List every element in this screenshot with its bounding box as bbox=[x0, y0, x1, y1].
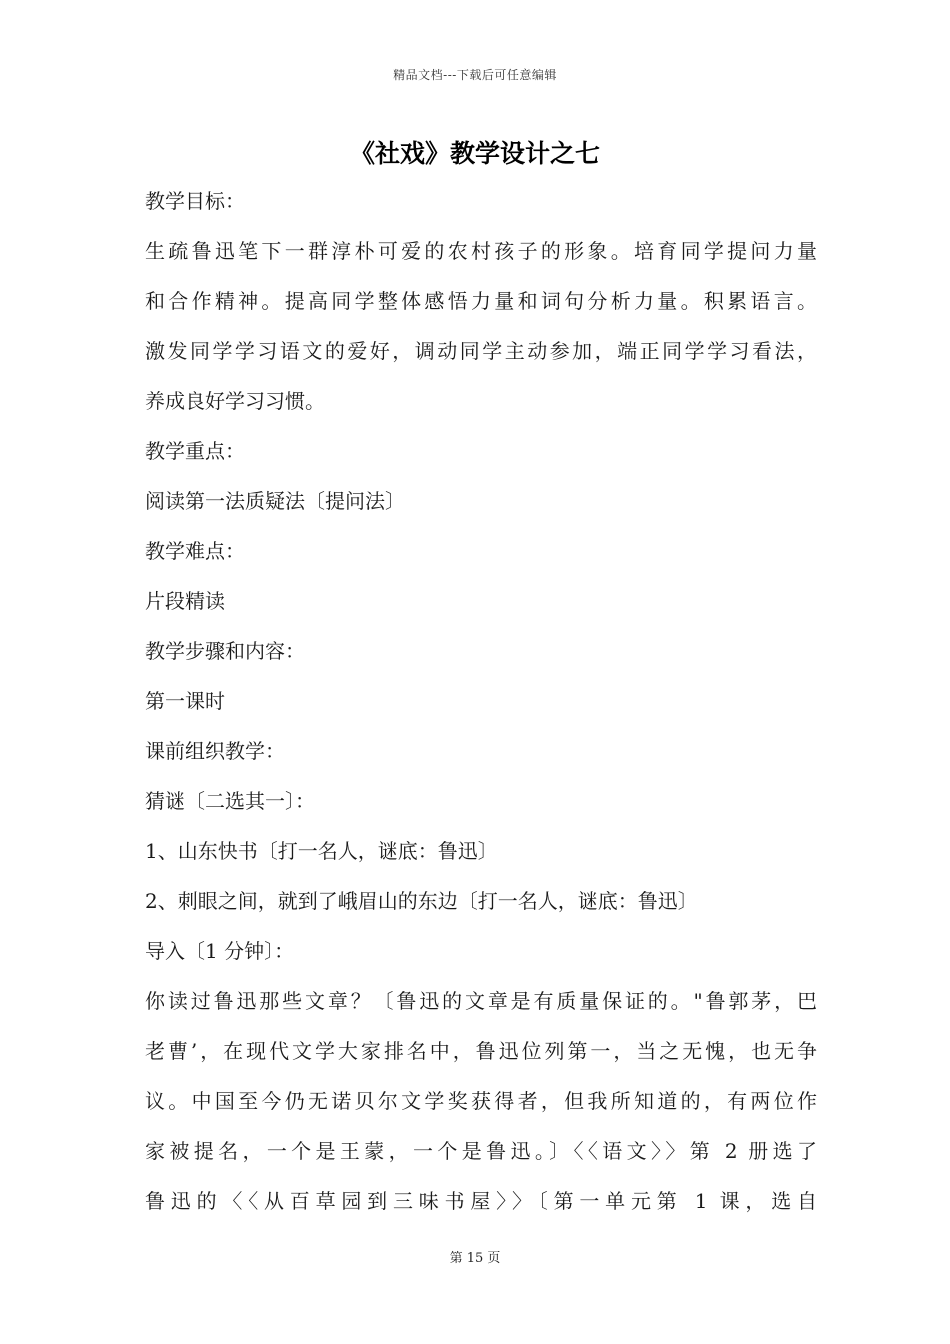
text-line: 家被提名，一个是王蒙，一个是鲁迅。〕〈〈语文〉〉第 2 册选了 bbox=[145, 1139, 817, 1163]
text-line: 教学重点： bbox=[145, 439, 245, 463]
text-line: 第一课时 bbox=[145, 689, 225, 713]
text-line: 2、刺眼之间，就到了峨眉山的东边〔打一名人，谜底：鲁迅〕 bbox=[145, 889, 698, 913]
text-line: 片段精读 bbox=[145, 589, 225, 613]
text-line: 教学目标： bbox=[145, 189, 245, 213]
page-header: 精品文档---下载后可任意编辑 bbox=[393, 68, 557, 82]
text-line: 老曹’，在现代文学大家排名中，鲁迅位列第一，当之无愧，也无争 bbox=[145, 1039, 817, 1063]
text-line: 鲁迅的〈〈从百草园到三味书屋〉〉〔第一单元第 1 课，选自 bbox=[145, 1189, 817, 1213]
text-line: 生疏鲁迅笔下一群淳朴可爱的农村孩子的形象。培育同学提问力量 bbox=[145, 239, 817, 263]
text-line: 你读过鲁迅那些文章？〔鲁迅的文章是有质量保证的。"鲁郭茅，巴 bbox=[145, 989, 817, 1013]
text-line: 激发同学学习语文的爱好，调动同学主动参加，端正同学学习看法， bbox=[145, 339, 817, 363]
text-line: 教学难点： bbox=[145, 539, 245, 563]
text-line: 养成良好学习习惯。 bbox=[145, 389, 325, 413]
text-line: 课前组织教学： bbox=[145, 739, 285, 763]
text-line: 猜谜〔二选其一〕： bbox=[145, 789, 315, 813]
document-body bbox=[145, 176, 817, 1226]
text-line: 导入〔1 分钟〕： bbox=[145, 939, 295, 963]
text-line: 1、山东快书〔打一名人，谜底：鲁迅〕 bbox=[145, 839, 498, 863]
text-line: 阅读第一法质疑法〔提问法〕 bbox=[145, 489, 405, 513]
text-line: 议。中国至今仍无诺贝尔文学奖获得者，但我所知道的，有两位作 bbox=[145, 1089, 817, 1113]
text-line: 教学步骤和内容： bbox=[145, 639, 305, 663]
document-title: 《社戏》教学设计之七 bbox=[349, 139, 600, 168]
text-line: 和合作精神。提高同学整体感悟力量和词句分析力量。积累语言。 bbox=[145, 289, 817, 313]
page-number: 第 15 页 bbox=[449, 1251, 501, 1266]
